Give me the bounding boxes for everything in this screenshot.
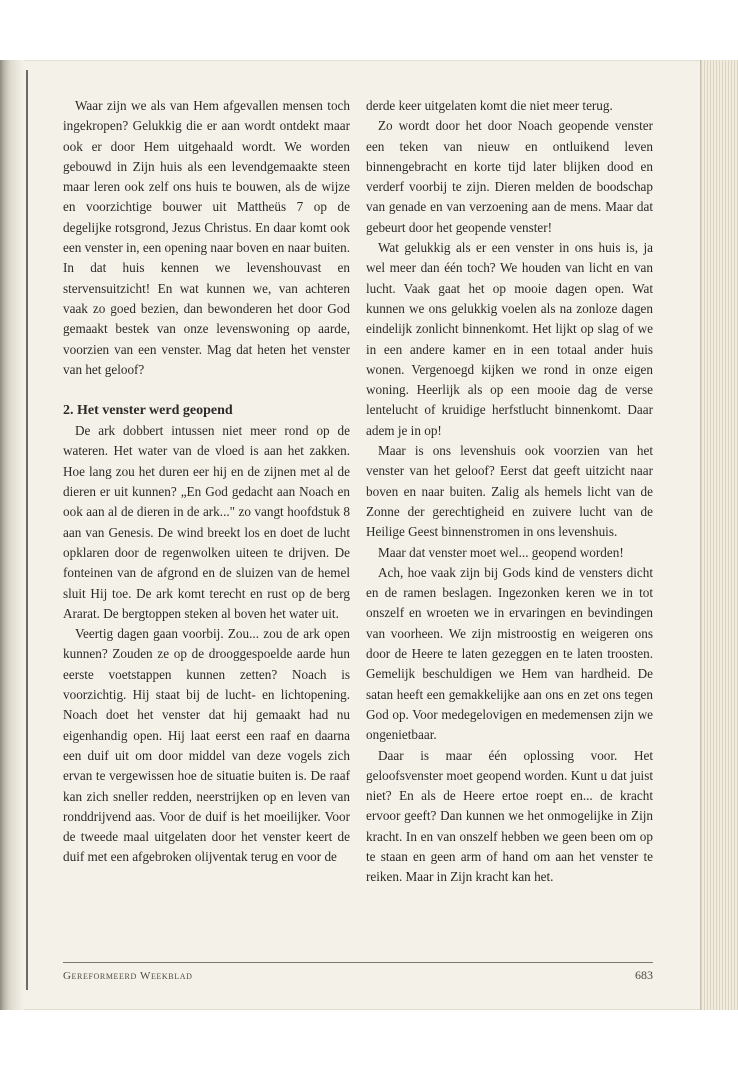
publication-name: Gereformeerd Weekblad [63, 970, 193, 982]
page-number: 683 [635, 968, 653, 982]
right-text-column [366, 96, 653, 888]
paragraph: Wat gelukkig als er een venster in ons huis is, ja wel meer dan één toch? We houden van licht en van lucht. Vaak gaat het op mooie dagen open. Wat kunnen we ons gelukkig voelen als na zonloze dagen eindelijk zonlicht binnenkomt. Het lijkt op slag of we in een andere kamer en in een totaal ander huis wonen. Vergenoegd kijken we rond in onze eigen woning. Heerlijk als op een mooie dag de verse lentelucht of kruidige herfstlucht binnenkomt. Daar adem je in op! [366, 240, 653, 438]
paragraph: Veertig dagen gaan voorbij. Zou... zou de ark open kunnen? Zouden ze op de drooggespoelde aarde hun eerste voetstappen kunnen zetten? Noach is voorzichtig. Hij staat bij de lucht- en lichtopening. Noach doet het venster dat hij gemaakt had nu eigenhandig open. Hij laat eerst een raaf en daarna een duif uit om door middel van deze vogels zich ervan te vergewissen hoe de situatie buiten is. De raaf kan zich sneller redden, neerstrijken op en leven van ronddrijvend aas. Voor de duif is het moeilijker. Voor de tweede maal uitgelaten door het venster keert de duif met een afgebroken olijventak terug en voor de [63, 626, 350, 865]
page-gutter-shadow [0, 60, 24, 1010]
paragraph: Ach, hoe vaak zijn bij Gods kind de vensters dicht en de ramen beslagen. Ingezonken keren we in tot onszelf en wroeten we in ervaringen en bevindingen van voorheen. We zijn mistroostig en weigeren ons door de Heere te laten gezeggen en te laten troosten. Gemelijk beschuldigen we Hem van hardheid. De satan heeft een gemakkelijke aan ons en zet ons tegen God op. Voor medegelovigen en medemensen zijn we ongenietbaar. [366, 564, 653, 743]
left-text-column [63, 96, 350, 868]
paragraph: Daar is maar één oplossing voor. Het geloofsvenster moet geopend worden. Kunt u dat juist niet? En als de Heere ertoe roept en... de kracht ervoor geeft? Dan kunnen we het onmogelijke in Zijn kracht. In en van onszelf hebben we geen been om op te staan en geen arm of hand om aan het venster te reiken. Maar in Zijn kracht kan het. [366, 747, 653, 885]
paragraph: De ark dobbert intussen niet meer rond op de wateren. Het water van de vloed is aan het zakken. Hoe lang zou het duren eer hij en de zijnen met al de dieren er uit kunnen? „En God gedacht aan Noach en ook aan al de dieren in de ark..." zo vangt hoofdstuk 8 aan van Genesis. De wind breekt los en doet de lucht opklaren door de regenwolken uiteen te drijven. De fonteinen van de afgrond en de sluizen van de hemel sluit Hij toe. De ark komt terecht en rust op de berg Ararat. De bergtoppen steken al boven het water uit. [63, 423, 350, 621]
paragraph: Waar zijn we als van Hem afgevallen mensen toch ingekropen? Gelukkig die er aan wordt ontdekt maar ook er door Hem uitgehaald wordt. We worden gebouwd in Zijn huis als een levendgemaakte steen maar leren ook zelf ons huis te bouwen, als de wijze en voorzichtige bouwer uit Mattheüs 7 op de degelijke rotsgrond, Jezus Christus. En daar komt ook een venster in, een opening naar boven en naar buiten. In dat huis kennen we levenshouvast en stervensuitzicht! En wat kunnen we, van achteren vaak zo goed bezien, dan bewonderen het door God gemaakt bestek van onze levenswoning op aarde, voorzien van een venster. Mag dat heten het venster van het geloof? [63, 98, 350, 377]
section-heading: 2. Het venster werd geopend [63, 403, 233, 419]
paragraph: Zo wordt door het door Noach geopende venster een teken van nieuw en ontluikend leven binnengebracht en korte tijd later blijken dood en verderf voorbij te zijn. Dieren melden de boodschap van genade en van verzoening aan de mens. Maar dat gebeurt door het geopende venster! [366, 118, 653, 235]
footer-rule [63, 962, 653, 963]
paragraph: Maar is ons levenshuis ook voorzien van het venster van het geloof? Eerst dat geeft uitzicht naar boven en naar buiten. Zalig als hemels licht van de Zonne der gerechtigheid en zuivere lucht van de Heilige Geest binnenstromen in ons levenshuis. [366, 443, 653, 540]
page-stack-edge [700, 60, 738, 1010]
paragraph: Maar dat venster moet wel... geopend worden! [378, 544, 624, 560]
paragraph-continuation: derde keer uitgelaten komt die niet meer terug. [366, 98, 613, 113]
binding-edge [26, 70, 28, 990]
